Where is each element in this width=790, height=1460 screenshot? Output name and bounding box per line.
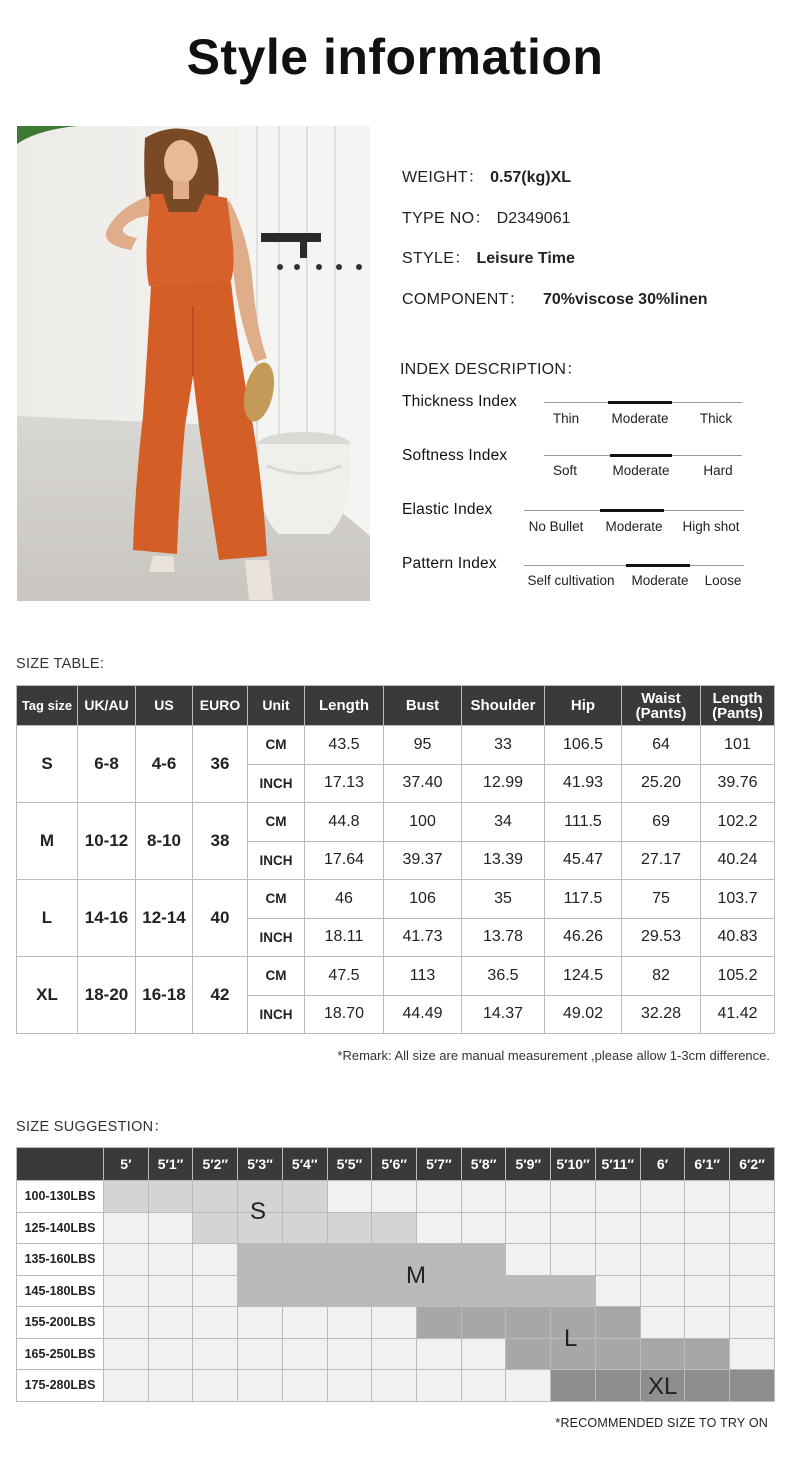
grid-cell [327,1370,372,1402]
grid-cell [148,1307,193,1339]
hip-cell: 124.5 [545,957,622,996]
grid-cell [104,1338,149,1370]
waist-cell: 27.17 [622,841,701,880]
grid-cell [506,1275,551,1307]
grid-cell [327,1338,372,1370]
grid-cell [417,1338,462,1370]
grid-cell [461,1370,506,1402]
grid-cell [551,1212,596,1244]
header-cell [701,686,775,726]
table-row [17,880,775,919]
grid-cell [148,1338,193,1370]
length-cell: 17.64 [305,841,384,880]
height-cell: 5′ [104,1148,149,1181]
header-line: Length [712,689,763,707]
length-cell: 46 [305,880,384,919]
info-value: 70%viscose 30%linen [543,291,708,308]
grid-cell [595,1275,640,1307]
height-cell: 5′4″ [282,1148,327,1181]
grid-cell [104,1181,149,1213]
euro-size: 40 [193,880,248,957]
height-cell: 5′7″ [417,1148,462,1181]
grid-cell [595,1212,640,1244]
grid-cell [595,1181,640,1213]
grid-cell [238,1338,283,1370]
hip-cell: 106.5 [545,726,622,765]
info-label: COMPONENT： [402,291,525,308]
info-value: D2349061 [496,210,571,227]
shoulder-cell: 36.5 [462,957,545,996]
unit-cell: CM [248,957,305,996]
uk-size: 14-16 [78,880,136,957]
weight-label: 155-200LBS [17,1307,104,1339]
grid-cell [685,1338,730,1370]
zone-label-s: S [250,1198,267,1225]
header-cell: Shoulder [462,686,545,726]
header-cell: Unit [248,686,305,726]
header-cell: US [136,686,193,726]
unit-cell: INCH [248,841,305,880]
grid-cell [238,1244,283,1276]
grid-cell [551,1275,596,1307]
unit-cell: CM [248,726,305,765]
hip-cell: 46.26 [545,918,622,957]
header-line: (Pants) [712,704,763,722]
index-heading: INDEX DESCRIPTION： [400,361,583,378]
header-cell: Tag size [17,686,78,726]
grid-cell [372,1307,417,1339]
index-option: Loose [704,573,742,588]
weight-label: 135-160LBS [17,1244,104,1276]
height-cell: 5′11″ [595,1148,640,1181]
shoulder-cell: 12.99 [462,764,545,803]
grid-cell [730,1370,775,1402]
index-option: Self cultivation [527,573,615,588]
grid-cell [685,1275,730,1307]
index-selected-marker [626,564,690,567]
info-label: WEIGHT： [402,169,485,186]
grid-cell [104,1307,149,1339]
info-component [402,286,708,309]
grid-cell [193,1212,238,1244]
length-cell: 17.13 [305,764,384,803]
grid-cell [193,1307,238,1339]
waist-cell: 64 [622,726,701,765]
info-label: TYPE NO： [402,210,491,227]
index-option: Thick [699,411,733,426]
hip-cell: 117.5 [545,880,622,919]
grid-cell [506,1338,551,1370]
corner-cell [17,1148,104,1181]
size-table-label: SIZE TABLE: [16,656,105,672]
grid-cell [104,1370,149,1402]
grid-cell [148,1212,193,1244]
grid-cell [372,1370,417,1402]
shoulder-cell: 13.78 [462,918,545,957]
tag-size: M [17,803,78,880]
grid-cell [730,1244,775,1276]
bust-cell: 39.37 [384,841,462,880]
length-cell: 18.11 [305,918,384,957]
waist-cell: 29.53 [622,918,701,957]
header-cell: UK/AU [78,686,136,726]
grid-cell [148,1181,193,1213]
index-option: High shot [682,519,740,534]
grid-cell [595,1338,640,1370]
height-header-row [17,1148,775,1181]
weight-label: 100-130LBS [17,1181,104,1213]
bust-cell: 113 [384,957,462,996]
height-cell: 5′2″ [193,1148,238,1181]
grid-cell [238,1370,283,1402]
info-label: STYLE： [402,250,471,267]
grid-cell [148,1244,193,1276]
hip-cell: 45.47 [545,841,622,880]
grid-cell [372,1338,417,1370]
grid-cell [730,1307,775,1339]
product-photo [17,126,370,601]
tag-size: S [17,726,78,803]
grid-cell [327,1244,372,1276]
grid-cell [282,1275,327,1307]
length-cell: 44.8 [305,803,384,842]
length-cell: 47.5 [305,957,384,996]
index-option: Moderate [631,573,689,588]
weight-row [17,1338,775,1370]
grid-cell [193,1370,238,1402]
header-cell [622,686,701,726]
grid-cell [282,1370,327,1402]
grid-cell [193,1338,238,1370]
waist-cell: 75 [622,880,701,919]
uk-size: 6-8 [78,726,136,803]
grid-cell [461,1212,506,1244]
pants-length-cell: 105.2 [701,957,775,996]
pants-length-cell: 102.2 [701,803,775,842]
size-table-header [17,686,775,726]
bust-cell: 37.40 [384,764,462,803]
weight-row [17,1307,775,1339]
height-cell: 5′3″ [238,1148,283,1181]
grid-cell [685,1181,730,1213]
index-selected-marker [608,401,672,404]
grid-cell [327,1307,372,1339]
zone-label-l: L [564,1325,578,1352]
pants-length-cell: 103.7 [701,880,775,919]
index-option: Moderate [611,411,669,426]
height-cell: 5′6″ [372,1148,417,1181]
shoulder-cell: 34 [462,803,545,842]
tag-size: L [17,880,78,957]
shoulder-cell: 14.37 [462,995,545,1034]
grid-cell [640,1307,685,1339]
height-cell: 5′1″ [148,1148,193,1181]
size-remark: *Remark: All size are manual measurement ,please allow 1-3cm difference. [337,1048,770,1063]
shoulder-cell: 33 [462,726,545,765]
euro-size: 36 [193,726,248,803]
size-table [16,685,775,1034]
euro-size: 42 [193,957,248,1034]
grid-cell [193,1244,238,1276]
grid-cell [685,1370,730,1402]
header-cell: Length [305,686,384,726]
grid-cell [417,1212,462,1244]
pants-length-cell: 41.42 [701,995,775,1034]
weight-row [17,1244,775,1276]
header-cell: Bust [384,686,462,726]
size-suggestion-label: SIZE SUGGESTION： [16,1119,169,1135]
unit-cell: INCH [248,764,305,803]
grid-cell [506,1181,551,1213]
euro-size: 38 [193,803,248,880]
uk-size: 18-20 [78,957,136,1034]
index-option: Moderate [605,519,663,534]
grid-cell [730,1338,775,1370]
grid-cell [506,1307,551,1339]
index-option: Moderate [612,463,670,478]
index-option: Hard [703,463,733,478]
grid-cell [595,1244,640,1276]
grid-cell [461,1181,506,1213]
hip-cell: 49.02 [545,995,622,1034]
height-cell: 6′1″ [685,1148,730,1181]
zone-label-m: M [406,1262,426,1289]
grid-cell [551,1370,596,1402]
info-weight [402,164,571,187]
grid-cell [461,1275,506,1307]
waist-cell: 82 [622,957,701,996]
pants-length-cell: 101 [701,726,775,765]
grid-cell [417,1370,462,1402]
grid-cell [640,1181,685,1213]
header-cell: Hip [545,686,622,726]
header-line: Waist [641,689,681,707]
us-size: 4-6 [136,726,193,803]
unit-cell: INCH [248,995,305,1034]
info-value: Leisure Time [476,250,575,267]
index-option: No Bullet [528,519,584,534]
grid-cell [640,1212,685,1244]
height-cell: 5′9″ [506,1148,551,1181]
index-name: Thickness Index [402,393,517,410]
grid-cell [506,1244,551,1276]
tag-size: XL [17,957,78,1034]
hip-cell: 41.93 [545,764,622,803]
grid-cell [372,1181,417,1213]
index-option: Soft [552,463,578,478]
suggestion-footnote: *RECOMMENDED SIZE TO TRY ON [555,1416,768,1430]
index-selected-marker [600,509,664,512]
grid-cell [461,1338,506,1370]
unit-cell: INCH [248,918,305,957]
height-cell: 5′10″ [551,1148,596,1181]
zone-label-xl: XL [648,1373,678,1400]
pants-length-cell: 40.83 [701,918,775,957]
grid-cell [595,1307,640,1339]
weight-row [17,1212,775,1244]
bust-cell: 41.73 [384,918,462,957]
grid-cell [193,1275,238,1307]
length-cell: 18.70 [305,995,384,1034]
header-line: (Pants) [635,704,687,722]
info-style [402,245,575,268]
grid-cell [238,1275,283,1307]
waist-cell: 25.20 [622,764,701,803]
grid-cell [461,1244,506,1276]
bust-cell: 100 [384,803,462,842]
waist-cell: 69 [622,803,701,842]
grid-cell [640,1338,685,1370]
grid-cell [282,1338,327,1370]
height-cell: 5′8″ [461,1148,506,1181]
grid-cell [730,1212,775,1244]
table-row [17,957,775,996]
grid-cell [193,1181,238,1213]
height-cell: 5′5″ [327,1148,372,1181]
size-suggestion-grid [16,1147,775,1402]
grid-cell [104,1212,149,1244]
header-cell: EURO [193,686,248,726]
index-name: Softness Index [402,447,508,464]
shoulder-cell: 35 [462,880,545,919]
info-value: 0.57(kg)XL [490,169,572,186]
weight-label: 125-140LBS [17,1212,104,1244]
info-type-no [402,205,570,228]
grid-cell [282,1244,327,1276]
unit-cell: CM [248,803,305,842]
grid-cell [595,1370,640,1402]
height-cell: 6′ [640,1148,685,1181]
grid-cell [506,1370,551,1402]
pants-length-cell: 39.76 [701,764,775,803]
us-size: 8-10 [136,803,193,880]
index-selected-marker [610,454,672,457]
grid-cell [730,1275,775,1307]
grid-cell [372,1212,417,1244]
unit-cell: CM [248,880,305,919]
height-cell: 6′2″ [730,1148,775,1181]
waist-cell: 32.28 [622,995,701,1034]
pants-length-cell: 40.24 [701,841,775,880]
grid-cell [640,1244,685,1276]
grid-cell [148,1275,193,1307]
grid-cell [551,1181,596,1213]
grid-cell [640,1275,685,1307]
grid-cell [685,1212,730,1244]
weight-label: 145-180LBS [17,1275,104,1307]
grid-cell [282,1307,327,1339]
grid-cell [238,1307,283,1339]
hip-cell: 111.5 [545,803,622,842]
grid-cell [685,1244,730,1276]
grid-cell [282,1181,327,1213]
grid-cell [327,1181,372,1213]
weight-label: 165-250LBS [17,1338,104,1370]
weight-label: 175-280LBS [17,1370,104,1402]
length-cell: 43.5 [305,726,384,765]
index-name: Elastic Index [402,501,493,518]
grid-cell [327,1275,372,1307]
grid-cell [730,1181,775,1213]
weight-row [17,1181,775,1213]
grid-cell [417,1307,462,1339]
grid-cell [327,1212,372,1244]
us-size: 12-14 [136,880,193,957]
grid-cell [461,1307,506,1339]
us-size: 16-18 [136,957,193,1034]
table-row [17,803,775,842]
grid-cell [506,1212,551,1244]
table-row [17,726,775,765]
grid-cell [417,1181,462,1213]
grid-cell [685,1307,730,1339]
grid-cell [551,1244,596,1276]
uk-size: 10-12 [78,803,136,880]
index-name: Pattern Index [402,555,497,572]
page-title: Style information [186,29,604,85]
grid-cell [282,1212,327,1244]
index-option: Thin [552,411,580,426]
grid-cell [148,1370,193,1402]
bust-cell: 106 [384,880,462,919]
bust-cell: 95 [384,726,462,765]
bust-cell: 44.49 [384,995,462,1034]
grid-cell [104,1275,149,1307]
grid-cell [104,1244,149,1276]
shoulder-cell: 13.39 [462,841,545,880]
weight-row [17,1275,775,1307]
